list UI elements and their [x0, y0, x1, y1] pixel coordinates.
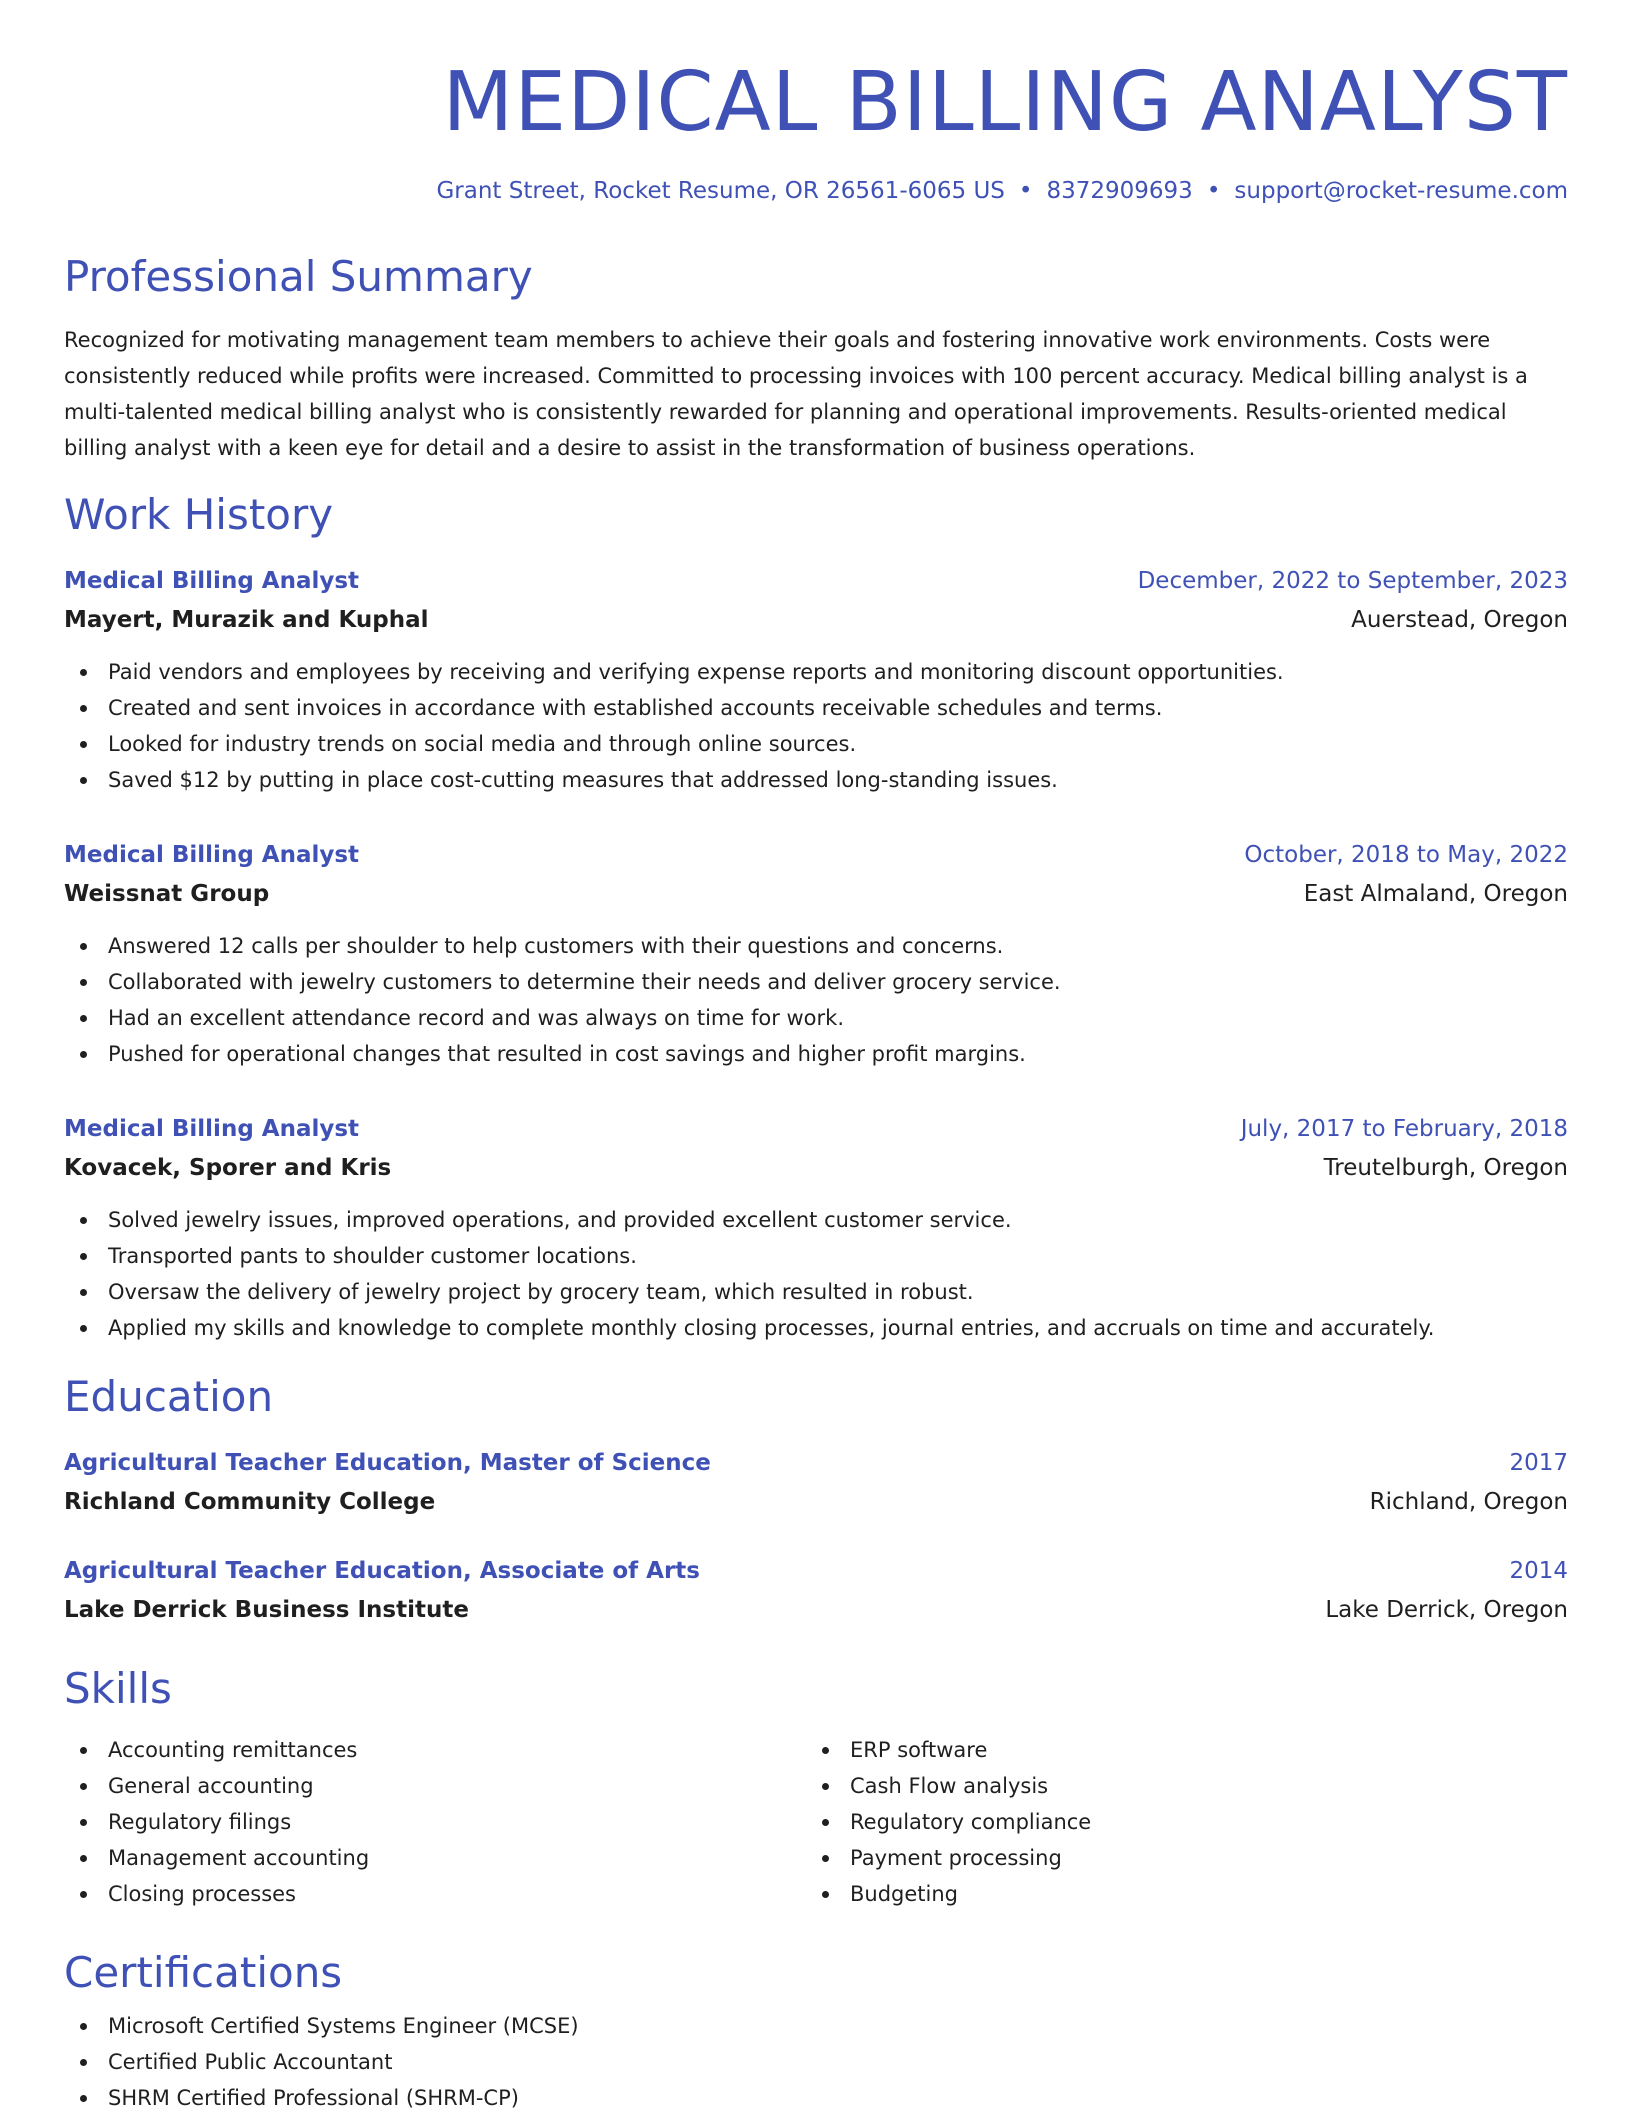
job-location: Treutelburgh, Oregon: [1323, 1154, 1568, 1181]
list-item: Paid vendors and employees by receiving and verifying expense reports and monitoring discount opportunities.: [64, 654, 1568, 690]
education-school-row: [64, 1590, 1568, 1630]
skills-columns: [64, 1732, 1568, 1912]
skills-list-right: [806, 1732, 1548, 1912]
job-company-row: [64, 874, 1568, 914]
education-location: Lake Derrick, Oregon: [1325, 1596, 1568, 1623]
job-company-row: [64, 600, 1568, 640]
list-item: Answered 12 calls per shoulder to help customers with their questions and concerns.: [64, 928, 1568, 964]
contact-separator: •: [1018, 178, 1033, 204]
education-header-row: [64, 1444, 1568, 1482]
skill-item: Cash Flow analysis: [806, 1768, 1548, 1804]
job-bullets: [64, 928, 1568, 1072]
skill-item: ERP software: [806, 1732, 1548, 1768]
job-entry: [64, 562, 1568, 798]
job-bullets: [64, 654, 1568, 798]
job-entry: [64, 836, 1568, 1072]
contact-email: support@rocket-resume.com: [1234, 178, 1568, 204]
job-bullets: [64, 1202, 1568, 1346]
list-item: Looked for industry trends on social media and through online sources.: [64, 726, 1568, 762]
skill-item: Closing processes: [64, 1876, 806, 1912]
job-location: Auerstead, Oregon: [1351, 606, 1568, 633]
section-title-skills: Skills: [64, 1663, 172, 1713]
job-role: Medical Billing Analyst: [64, 567, 360, 594]
job-entry: [64, 1110, 1568, 1346]
job-dates: July, 2017 to February, 2018: [1240, 1115, 1568, 1142]
job-company: Weissnat Group: [64, 880, 270, 907]
certification-item: Certified Public Accountant: [64, 2044, 1568, 2080]
list-item: Collaborated with jewelry customers to determine their needs and deliver grocery service.: [64, 964, 1568, 1000]
page-title: MEDICAL BILLING ANALYST: [442, 55, 1568, 150]
education-entry: [64, 1444, 1568, 1522]
section-title-education: Education: [64, 1371, 274, 1421]
job-header-row: [64, 562, 1568, 600]
education-school: Lake Derrick Business Institute: [64, 1596, 469, 1623]
contact-separator: •: [1206, 178, 1221, 204]
section-title-summary: Professional Summary: [64, 251, 533, 301]
education-degree: Agricultural Teacher Education, Master of Science: [64, 1449, 711, 1476]
job-dates: December, 2022 to September, 2023: [1137, 567, 1568, 594]
list-item: Created and sent invoices in accordance with established accounts receivable schedules and terms.: [64, 690, 1568, 726]
section-title-work-history: Work History: [64, 489, 334, 539]
education-school: Richland Community College: [64, 1488, 436, 1515]
list-item: Saved $12 by putting in place cost-cutting measures that addressed long-standing issues.: [64, 762, 1568, 798]
job-role: Medical Billing Analyst: [64, 841, 360, 868]
job-header-row: [64, 1110, 1568, 1148]
certifications-list: [64, 2008, 1568, 2116]
skill-item: Budgeting: [806, 1876, 1548, 1912]
certification-item: Microsoft Certified Systems Engineer (MCSE): [64, 2008, 1568, 2044]
skill-item: General accounting: [64, 1768, 806, 1804]
job-company-row: [64, 1148, 1568, 1188]
skill-item: Management accounting: [64, 1840, 806, 1876]
education-year: 2017: [1509, 1449, 1568, 1476]
job-location: East Almaland, Oregon: [1303, 880, 1568, 907]
contact-line: [64, 178, 1568, 206]
education-degree: Agricultural Teacher Education, Associate of Arts: [64, 1557, 700, 1584]
job-company: Mayert, Murazik and Kuphal: [64, 606, 429, 633]
work-history-list: [64, 562, 1568, 1346]
job-dates: October, 2018 to May, 2022: [1244, 841, 1568, 868]
list-item: Solved jewelry issues, improved operations, and provided excellent customer service.: [64, 1202, 1568, 1238]
job-header-row: [64, 836, 1568, 874]
skill-item: Accounting remittances: [64, 1732, 806, 1768]
job-role: Medical Billing Analyst: [64, 1115, 360, 1142]
summary-text: Recognized for motivating management team members to achieve their goals and fostering innovative work environments. Costs were consistently reduced while profits were increased. Committed to processing invoices with 100 percent accuracy. Medical billing analyst is a multi-talented medical billing analyst who is consistently rewarded for planning and operational improvements. Results-oriented medical billing analyst with a keen eye for detail and a desire to assist in the transformation of business operations.: [64, 327, 1528, 460]
contact-phone: 8372909693: [1046, 178, 1193, 204]
job-company: Kovacek, Sporer and Kris: [64, 1154, 392, 1181]
skill-item: Payment processing: [806, 1840, 1548, 1876]
contact-address: Grant Street, Rocket Resume, OR 26561-6065 US: [436, 178, 1005, 204]
skill-item: Regulatory filings: [64, 1804, 806, 1840]
skill-item: Regulatory compliance: [806, 1804, 1548, 1840]
certification-item: SHRM Certified Professional (SHRM-CP): [64, 2080, 1568, 2116]
section-title-certifications: Certifications: [64, 1947, 343, 1997]
education-header-row: [64, 1552, 1568, 1590]
list-item: Oversaw the delivery of jewelry project by grocery team, which resulted in robust.: [64, 1274, 1568, 1310]
list-item: Transported pants to shoulder customer locations.: [64, 1238, 1568, 1274]
skills-list-left: [64, 1732, 806, 1912]
list-item: Had an excellent attendance record and was always on time for work.: [64, 1000, 1568, 1036]
education-year: 2014: [1509, 1557, 1568, 1584]
list-item: Pushed for operational changes that resulted in cost savings and higher profit margins.: [64, 1036, 1568, 1072]
education-location: Richland, Oregon: [1369, 1488, 1568, 1515]
education-entry: [64, 1552, 1568, 1630]
education-school-row: [64, 1482, 1568, 1522]
list-item: Applied my skills and knowledge to complete monthly closing processes, journal entries, and accruals on time and accurately.: [64, 1310, 1568, 1346]
